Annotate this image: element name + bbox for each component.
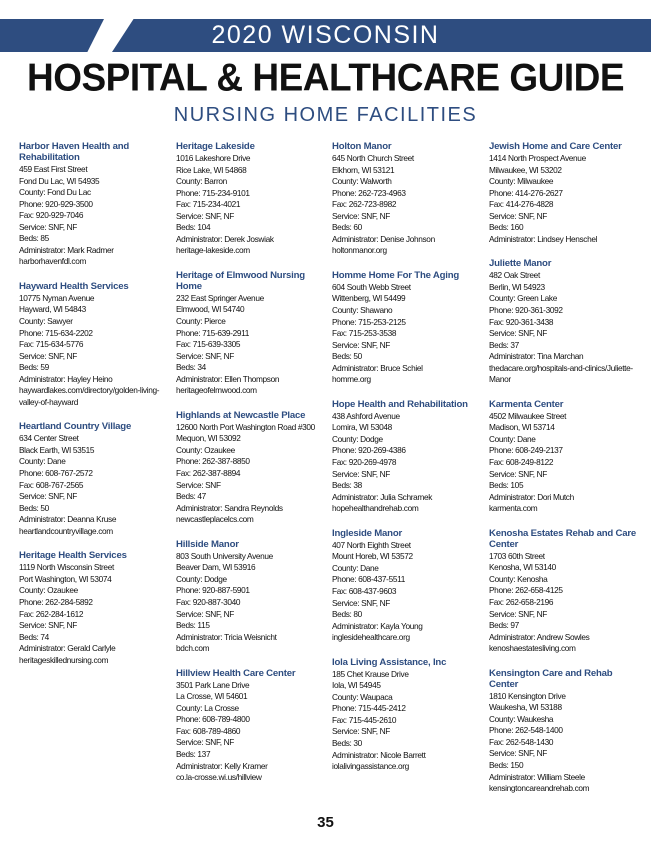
facility-detail-line: Phone: 608-789-4800: [176, 714, 250, 725]
facility-detail-line: heritage-lakeside.com: [176, 245, 250, 256]
facility-detail-line: Fax: 262-723-8982: [332, 199, 397, 210]
facility-detail-line: 4502 Milwaukee Street: [489, 410, 567, 421]
facility-detail-line: County: Milwaukee: [489, 176, 554, 187]
facility-detail-line: Iola, WI 54945: [332, 680, 381, 691]
facility-detail-line: Fax: 608-789-4860: [176, 725, 241, 736]
facility-detail-line: 604 South Webb Street: [332, 281, 411, 292]
facility-detail-line: Phone: 262-284-5892: [19, 596, 93, 607]
facility-detail-line: Administrator: Derek Joswiak: [176, 233, 274, 244]
facility-detail-line: Administrator: Dori Mutch: [489, 491, 574, 502]
facility-detail-line: homme.org: [332, 374, 371, 385]
facility-detail-line: Beds: 37: [489, 339, 519, 350]
facility-detail-line: harborhavenfdl.com: [19, 256, 87, 267]
year-title: 2020 WISCONSIN: [211, 21, 440, 49]
facility-entry: [332, 528, 484, 644]
facility-entry: [176, 141, 328, 257]
facility-detail-line: Fax: 262-658-2196: [489, 596, 554, 607]
facility-entry: [176, 539, 328, 655]
facility-detail-line: Administrator: Lindsey Henschel: [489, 233, 598, 244]
facility-detail-line: Service: SNF, NF: [332, 210, 391, 221]
facility-detail-line: Phone: 715-639-2911: [176, 327, 250, 338]
facility-detail-line: Beds: 34: [176, 362, 206, 373]
facility-detail-line: Lomira, WI 53048: [332, 422, 392, 433]
facility-detail-line: County: Sawyer: [19, 316, 73, 327]
facility-detail-line: Phone: 715-234-9101: [176, 187, 250, 198]
facility-detail-line: Fax: 715-253-3538: [332, 328, 397, 339]
facility-detail-line: Phone: 262-548-1400: [489, 725, 563, 736]
facility-detail-line: karmenta.com: [489, 503, 538, 514]
facility-detail-line: Rice Lake, WI 54868: [176, 164, 247, 175]
facility-detail-line: Phone: 262-658-4125: [489, 585, 563, 596]
facility-detail-line: Administrator: Kelly Kramer: [176, 760, 268, 771]
facility-name: Hillview Health Care Center: [176, 667, 296, 679]
facility-detail-line: County: Ozaukee: [176, 444, 235, 455]
facility-detail-line: haywardlakes.com/directory/golden-living-valley-of-hayward: [19, 385, 160, 407]
facility-detail-line: Administrator: Tricia Weisnicht: [176, 631, 277, 642]
facility-detail-line: County: Green Lake: [489, 293, 557, 304]
facility-entry: [489, 258, 641, 385]
facility-detail-line: Phone: 920-887-5901: [176, 585, 250, 596]
facility-detail-line: Phone: 920-361-3092: [489, 305, 563, 316]
facility-detail-line: Administrator: Gerald Carlyle: [19, 643, 116, 654]
facility-detail-line: County: Kenosha: [489, 573, 548, 584]
facility-entry: [19, 281, 171, 408]
facility-detail-line: Madison, WI 53714: [489, 422, 555, 433]
facility-detail-line: Beds: 97: [489, 620, 519, 631]
facility-detail-line: inglesidehealthcare.org: [332, 632, 410, 643]
facility-name: Heritage Lakeside: [176, 141, 255, 152]
facility-detail-line: 12600 North Port Washington Road #300: [176, 421, 315, 432]
facility-detail-line: La Crosse, WI 54601: [176, 691, 248, 702]
facility-detail-line: Phone: 608-437-5511: [332, 574, 406, 585]
facility-detail-line: Beds: 150: [489, 759, 524, 770]
facility-detail-line: Kenosha, WI 53140: [489, 562, 556, 573]
facility-entry: [19, 421, 171, 537]
facility-detail-line: Service: SNF, NF: [19, 620, 78, 631]
facility-detail-line: Service: SNF, NF: [489, 468, 548, 479]
facility-entry: [332, 141, 484, 257]
facility-detail-line: Phone: 920-929-3500: [19, 198, 93, 209]
facility-detail-line: Milwaukee, WI 53202: [489, 164, 562, 175]
facility-name: Homme Home For The Aging: [332, 269, 460, 281]
facility-detail-line: Service: SNF, NF: [489, 328, 548, 339]
facility-detail-line: 3501 Park Lane Drive: [176, 679, 250, 690]
facility-detail-line: Administrator: Kayla Young: [332, 620, 423, 631]
facility-detail-line: Service: SNF, NF: [19, 221, 78, 232]
facility-detail-line: Service: SNF, NF: [332, 468, 391, 479]
facility-detail-line: Service: SNF, NF: [19, 491, 78, 502]
facility-detail-line: 1810 Kensington Drive: [489, 690, 566, 701]
facility-detail-line: Beds: 30: [332, 737, 362, 748]
facility-detail-line: Beds: 60: [332, 222, 362, 233]
facility-detail-line: Fax: 920-929-7046: [19, 210, 84, 221]
facility-detail-line: 645 North Church Street: [332, 153, 414, 163]
facility-name: Karmenta Center: [489, 398, 564, 410]
facility-detail-line: Fax: 715-634-5776: [19, 339, 84, 350]
facility-detail-line: Administrator: Andrew Sowles: [489, 631, 590, 642]
facility-name: Ingleside Manor: [332, 527, 403, 539]
facility-detail-line: Service: SNF, NF: [19, 350, 78, 361]
facility-detail-line: bdch.com: [176, 643, 210, 654]
facility-detail-line: Beds: 50: [332, 351, 362, 362]
facility-detail-line: County: Ozaukee: [19, 585, 78, 596]
facility-detail-line: Phone: 715-634-2202: [19, 327, 93, 338]
facility-entry: [176, 668, 328, 784]
facility-name: Jewish Home and Care Center: [489, 141, 622, 152]
facility-detail-line: County: Pierce: [176, 316, 226, 327]
facility-entry: [489, 141, 641, 245]
facility-detail-line: Service: SNF, NF: [489, 748, 548, 759]
facility-detail-line: Administrator: Nicole Barrett: [332, 749, 426, 760]
directory-column-3: [332, 141, 484, 786]
facility-detail-line: Service: SNF, NF: [489, 608, 548, 619]
facility-detail-line: Fax: 608-767-2565: [19, 479, 84, 490]
facility-name: Holton Manor: [332, 141, 392, 152]
facility-detail-line: Fax: 920-361-3438: [489, 316, 554, 327]
facility-detail-line: heartlandcountryvillage.com: [19, 525, 113, 536]
facility-name: Harbor Haven Health and Rehabilitation: [19, 141, 130, 163]
facility-detail-line: Berlin, WI 54923: [489, 281, 545, 292]
facility-detail-line: Service: SNF, NF: [176, 210, 235, 221]
facility-name: Kenosha Estates Rehab and Care Center: [489, 527, 637, 550]
facility-detail-line: 1703 60th Street: [489, 550, 545, 561]
facility-detail-line: Phone: 608-767-2572: [19, 468, 93, 479]
facility-detail-line: Black Earth, WI 53515: [19, 444, 95, 455]
facility-entry: [176, 410, 328, 526]
facility-detail-line: Beds: 137: [176, 748, 211, 759]
facility-name: Heartland Country Village: [19, 421, 132, 433]
facility-detail-line: County: Waupaca: [332, 691, 393, 702]
facility-detail-line: County: Dodge: [332, 433, 383, 444]
directory-column-4: [489, 141, 641, 808]
facility-detail-line: 482 Oak Street: [489, 270, 540, 281]
facility-detail-line: 1119 North Wisconsin Street: [19, 562, 114, 573]
facility-detail-line: Service: SNF, NF: [332, 339, 391, 350]
facility-detail-line: Phone: 608-249-2137: [489, 445, 563, 456]
facility-detail-line: kenoshaestatesliving.com: [489, 643, 576, 654]
facility-detail-line: Phone: 715-253-2125: [332, 316, 406, 327]
facility-entry: [19, 141, 171, 268]
facility-name: Kensington Care and Rehab Center: [489, 667, 613, 690]
facility-name: Hayward Health Services: [19, 280, 129, 292]
facility-detail-line: Administrator: Ellen Thompson: [176, 373, 280, 384]
facility-detail-line: Phone: 715-445-2412: [332, 703, 406, 714]
facility-detail-line: 803 South University Avenue: [176, 550, 273, 561]
facility-detail-line: 459 East First Street: [19, 164, 88, 174]
facility-detail-line: iolalivingassistance.org: [332, 761, 409, 772]
facility-detail-line: Administrator: Bruce Schiel: [332, 362, 423, 373]
facility-detail-line: Administrator: William Steele: [489, 771, 585, 782]
facility-detail-line: 1016 Lakeshore Drive: [176, 153, 251, 163]
facility-detail-line: Service: SNF, NF: [332, 726, 391, 737]
facility-detail-line: Wittenberg, WI 54499: [332, 293, 406, 304]
facility-detail-line: Fax: 262-284-1612: [19, 608, 84, 619]
facility-detail-line: heritageskillednursing.com: [19, 654, 109, 665]
facility-detail-line: Phone: 920-269-4386: [332, 445, 406, 456]
facility-detail-line: Beaver Dam, WI 53916: [176, 562, 256, 573]
facility-detail-line: Fax: 262-387-8894: [176, 468, 241, 479]
facility-detail-line: Waukesha, WI 53188: [489, 702, 562, 713]
facility-detail-line: Fax: 715-445-2610: [332, 714, 397, 725]
facility-detail-line: 10775 Nyman Avenue: [19, 292, 95, 303]
facility-detail-line: County: Waukesha: [489, 713, 554, 724]
facility-detail-line: Service: SNF: [176, 479, 221, 490]
facility-detail-line: County: Shawano: [332, 305, 393, 316]
facility-detail-line: Beds: 105: [489, 480, 524, 491]
facility-detail-line: Mequon, WI 53092: [176, 433, 241, 444]
facility-detail-line: 232 East Springer Avenue: [176, 292, 264, 303]
facility-detail-line: Service: SNF, NF: [489, 210, 548, 221]
facility-detail-line: Fax: 262-548-1430: [489, 736, 554, 747]
facility-detail-line: County: Dane: [19, 456, 66, 467]
facility-detail-line: Beds: 59: [19, 362, 49, 373]
facility-detail-line: Beds: 38: [332, 480, 362, 491]
facility-detail-line: Administrator: Julia Schramek: [332, 491, 433, 502]
facility-detail-line: Fax: 920-269-4978: [332, 457, 397, 468]
facility-detail-line: Beds: 85: [19, 233, 49, 244]
facility-detail-line: County: Barron: [176, 176, 227, 187]
directory-column-2: [176, 141, 328, 797]
facility-name: Hillside Manor: [176, 538, 239, 550]
facility-entry: [489, 399, 641, 515]
facility-detail-line: Fax: 715-234-4021: [176, 199, 241, 210]
facility-detail-line: Fax: 608-249-8122: [489, 457, 554, 468]
facility-detail-line: holtonmanor.org: [332, 245, 387, 256]
facility-entry: [332, 270, 484, 386]
facility-detail-line: co.la-crosse.wi.us/hillview: [176, 772, 262, 783]
page-title: HOSPITAL & HEALTHCARE GUIDE: [26, 55, 625, 99]
facility-detail-line: 634 Center Street: [19, 433, 79, 444]
facility-detail-line: thedacare.org/hospitals-and-clinics/Juliette-Manor: [489, 362, 633, 385]
facility-detail-line: County: Fond Du Lac: [19, 187, 91, 198]
facility-detail-line: hopehealthandrehab.com: [332, 503, 419, 514]
facility-detail-line: Administrator: Hayley Heino: [19, 373, 113, 384]
facility-entry: [332, 657, 484, 773]
facility-detail-line: Mount Horeb, WI 53572: [332, 551, 413, 562]
facility-detail-line: County: Dane: [332, 562, 379, 573]
facility-detail-line: Administrator: Deanna Kruse: [19, 514, 117, 525]
facility-name: Juliette Manor: [489, 258, 552, 270]
facility-detail-line: 1414 North Prospect Avenue: [489, 153, 586, 163]
facility-detail-line: Beds: 80: [332, 609, 362, 620]
facility-detail-line: County: Dodge: [176, 573, 227, 584]
facility-detail-line: Beds: 160: [489, 222, 524, 233]
facility-detail-line: Port Washington, WI 53074: [19, 573, 112, 584]
facility-detail-line: Fax: 715-639-3305: [176, 339, 241, 350]
facility-detail-line: Service: SNF, NF: [176, 737, 235, 748]
facility-detail-line: Elkhorn, WI 53121: [332, 164, 395, 175]
facility-name: Hope Health and Rehabilitation: [332, 398, 468, 410]
facility-detail-line: County: Dane: [489, 433, 536, 444]
facility-detail-line: Beds: 104: [176, 222, 211, 233]
facility-entry: [19, 550, 171, 666]
facility-entry: [489, 528, 641, 655]
facility-detail-line: Service: SNF, NF: [176, 350, 235, 361]
directory-column-1: [19, 141, 171, 679]
facility-entry: [489, 668, 641, 795]
facility-detail-line: Beds: 47: [176, 491, 206, 502]
facility-detail-line: County: La Crosse: [176, 702, 239, 713]
facility-entry: [176, 270, 328, 397]
facility-detail-line: Administrator: Denise Johnson: [332, 233, 435, 244]
facility-name: Highlands at Newcastle Place: [176, 409, 306, 421]
facility-detail-line: heritageofelmwood.com: [176, 385, 257, 396]
facility-detail-line: Beds: 115: [176, 620, 210, 631]
facility-detail-line: 185 Chet Krause Drive: [332, 668, 409, 679]
page-number: 35: [317, 814, 334, 831]
facility-name: Heritage of Elmwood Nursing Home: [176, 269, 305, 292]
facility-detail-line: Phone: 262-387-8850: [176, 456, 250, 467]
facility-detail-line: 438 Ashford Avenue: [332, 410, 400, 421]
facility-detail-line: Administrator: Mark Radmer: [19, 244, 114, 255]
facility-detail-line: newcastleplacelcs.com: [176, 514, 254, 525]
facility-detail-line: Phone: 262-723-4963: [332, 187, 406, 198]
facility-detail-line: Service: SNF, NF: [176, 608, 235, 619]
facility-detail-line: Administrator: Tina Marchan: [489, 351, 584, 362]
facility-detail-line: Service: SNF, NF: [332, 597, 391, 608]
facility-detail-line: Administrator: Sandra Reynolds: [176, 502, 283, 513]
facility-detail-line: Fax: 414-276-4828: [489, 199, 554, 210]
facility-detail-line: Fax: 608-437-9603: [332, 585, 397, 596]
facility-detail-line: Fax: 920-887-3040: [176, 596, 241, 607]
facility-detail-line: kensingtoncareandrehab.com: [489, 783, 590, 794]
facility-detail-line: Beds: 50: [19, 502, 49, 513]
facility-name: Heritage Health Services: [19, 550, 127, 562]
facility-detail-line: Beds: 74: [19, 631, 49, 642]
facility-detail-line: 407 North Eighth Street: [332, 539, 411, 550]
facility-detail-line: Elmwood, WI 54740: [176, 304, 245, 315]
section-subtitle: NURSING HOME FACILITIES: [173, 104, 478, 126]
facility-entry: [332, 399, 484, 515]
facility-name: Iola Living Assistance, Inc: [332, 656, 447, 668]
facility-detail-line: County: Walworth: [332, 176, 392, 187]
header-banner: [0, 19, 651, 52]
facility-detail-line: Phone: 414-276-2627: [489, 187, 563, 198]
facility-detail-line: Hayward, WI 54843: [19, 304, 86, 315]
facility-detail-line: Fond Du Lac, WI 54935: [19, 175, 100, 186]
